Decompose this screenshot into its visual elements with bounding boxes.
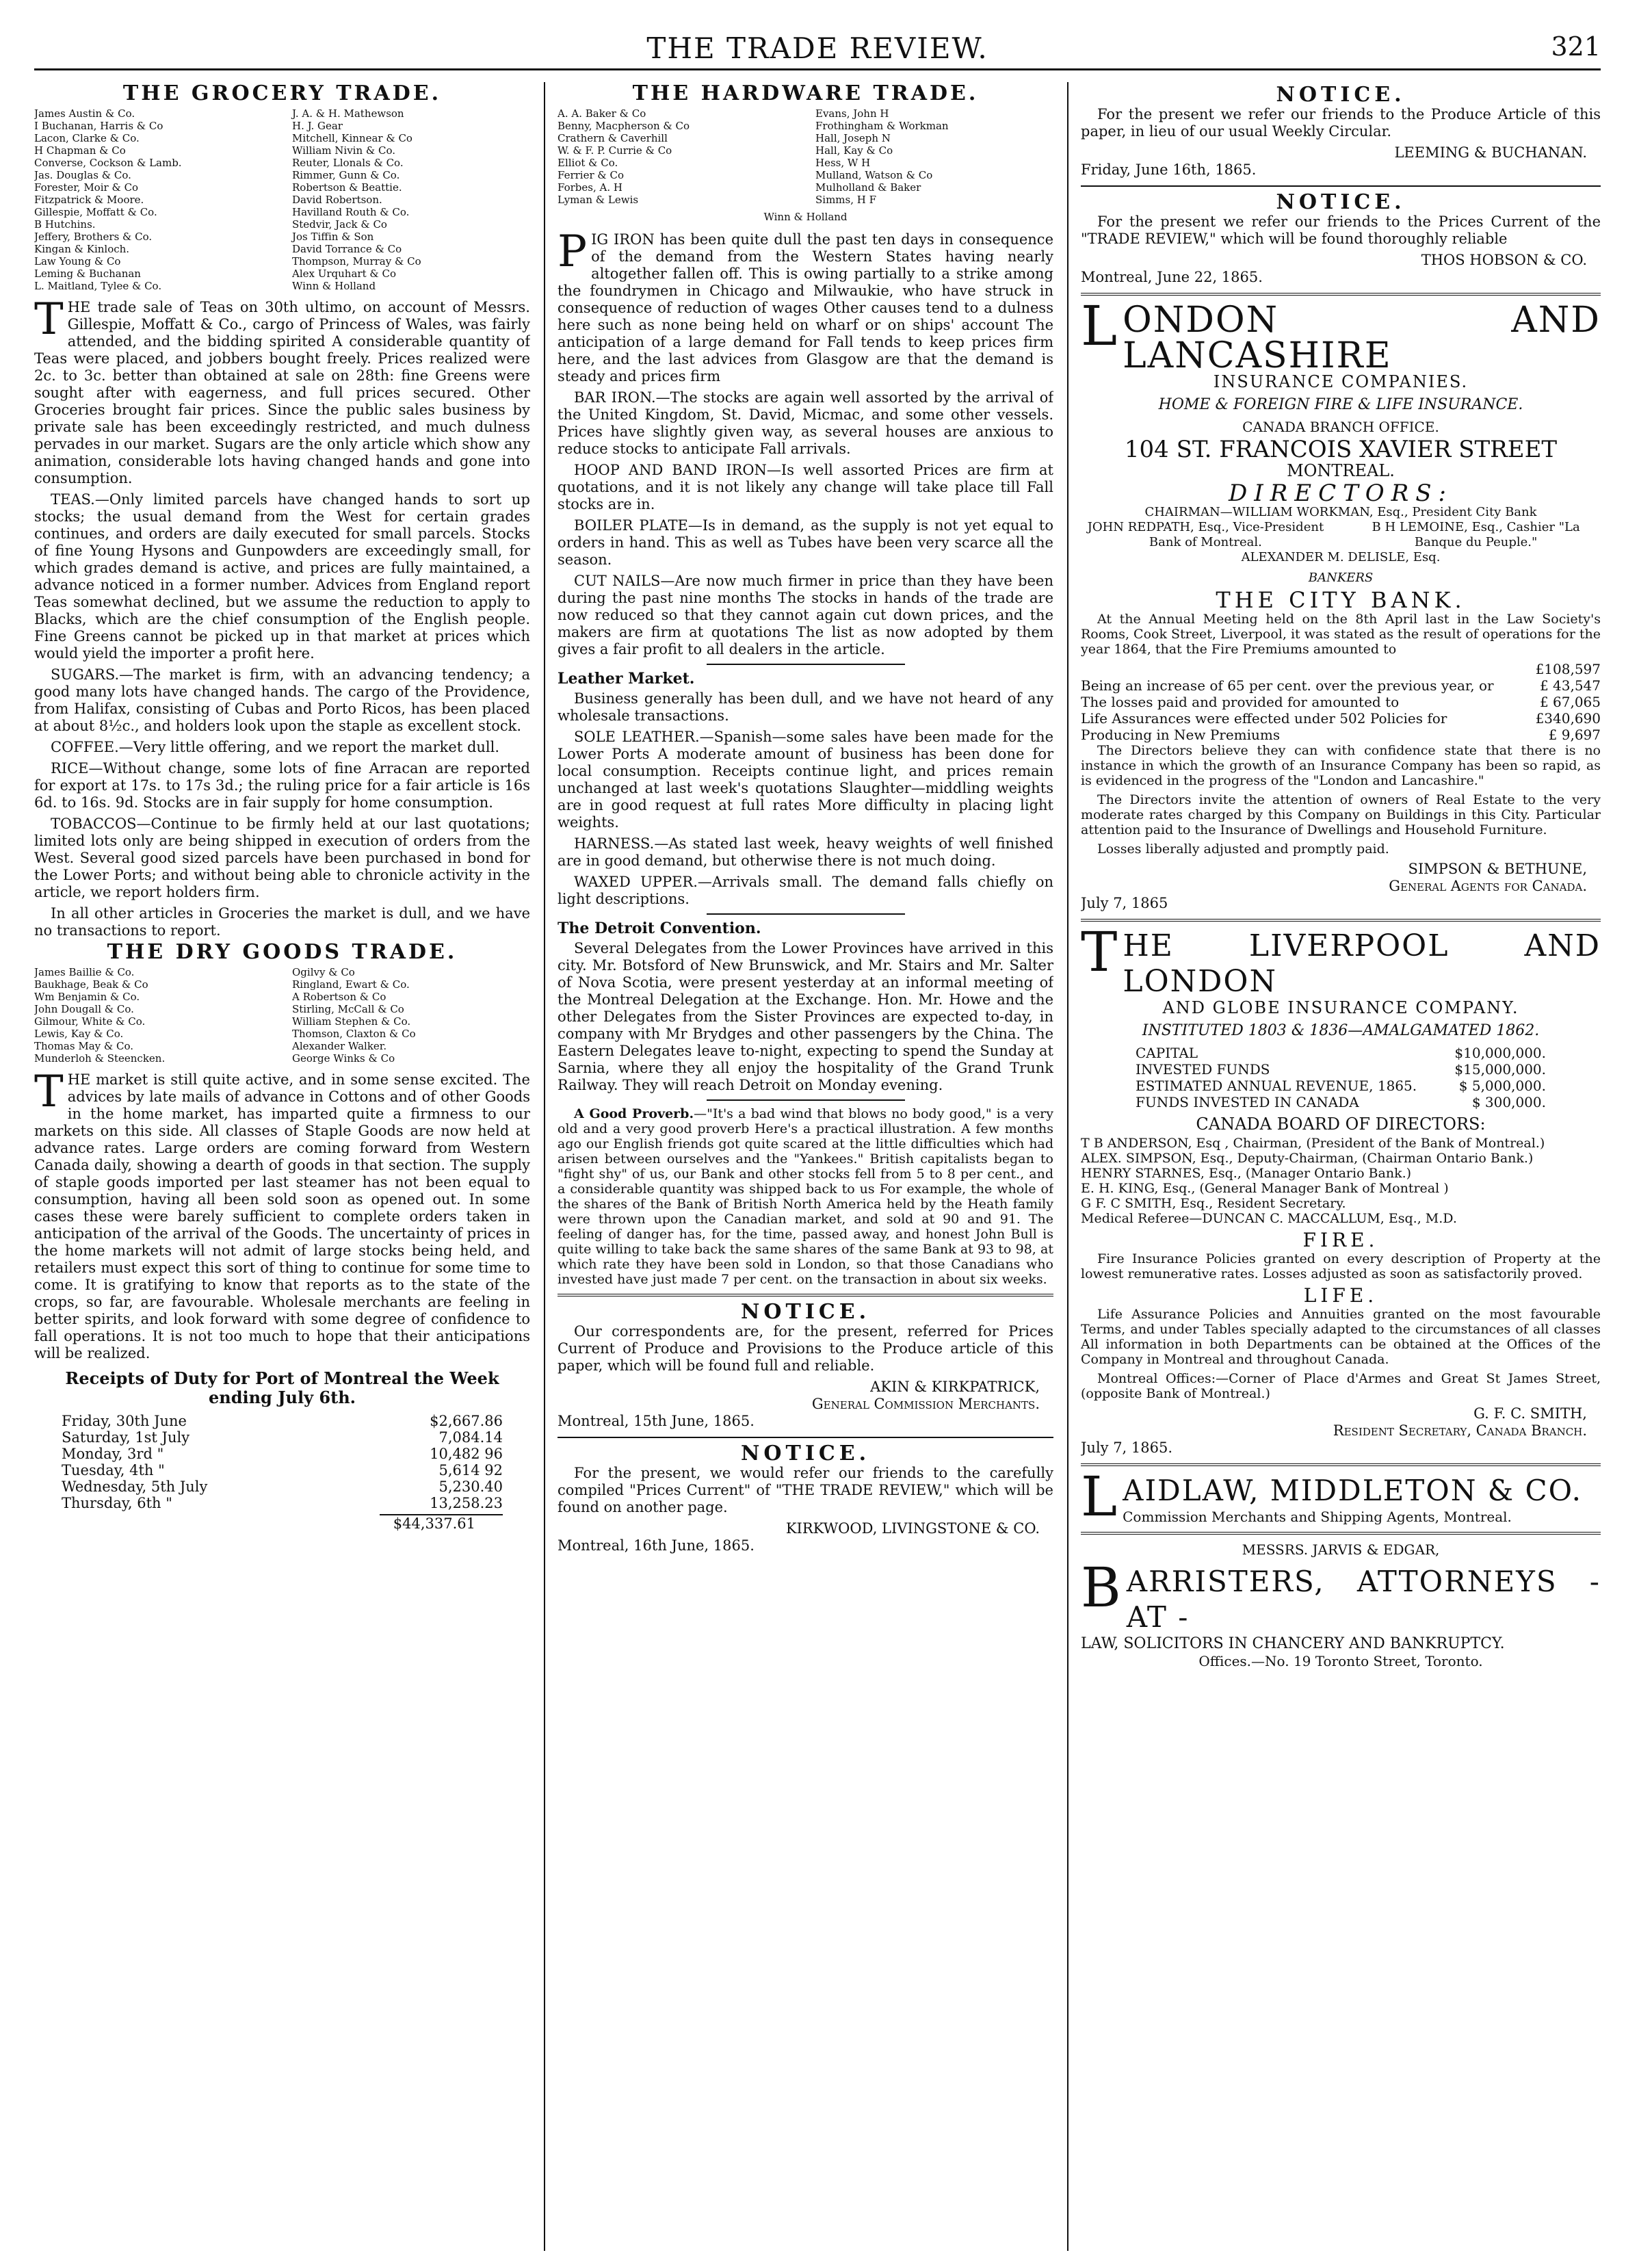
figure-row [1081,661,1601,677]
ad-date: July 7, 1865. [1081,1439,1173,1456]
directors-row: JOHN REDPATH, Esq., Vice-President Bank of Montreal. B H LEMOINE, Esq., Cashier "La Banque du Peuple." [1087,520,1580,549]
leather-paragraph: WAXED UPPER.—Arrivals small. The demand falls chiefly on light descriptions. [558,874,1053,907]
firm-name: Fitzpatrick & Moore. [34,194,144,206]
drygoods-firms-left [34,966,272,1065]
hardware-firms-left [558,107,796,206]
london-lancashire-paragraph: At the Annual Meeting held on the 8th April last in the Law Society's Rooms, Cook Street, Liverpool, it was stated as the result of operations for the year 1864, that the Fire Premiums amounted to [1081,612,1601,657]
figure-value: £ 67,065 [1539,694,1601,710]
grocery-paragraph: COFFEE.—Very little offering, and we report the market dull. [51,739,500,755]
hardware-paragraph: HOOP AND BAND IRON—Is well assorted Prices are firm at quotations, and it is not likely any change will take place till Fall stocks are in. [558,462,1053,512]
figure-value: £ 43,547 [1539,677,1601,694]
hardware-paragraph: BAR IRON.—The stocks are again well assorted by the arrival of the United Kingdom, St. David, Micmac, and some other vessels. Prices have slightly given way, as several houses are anxious to reduce stocks to anticipate Fall arrivals. [558,389,1053,457]
firm-name: David Torrance & Co [292,243,402,255]
firm-name: Alex Urquhart & Co [292,268,397,280]
divider [707,664,905,665]
firm-name: Wm Benjamin & Co. [34,991,140,1003]
fire-heading: FIRE. [1302,1229,1379,1251]
offices-text: Montreal Offices:—Corner of Place d'Armes and Great St James Street, (opposite Bank of Montreal.) [1081,1371,1601,1401]
life-text: Life Assurance Policies and Annuities granted on the most favourable Terms, and under Tables specially adapted to the circumstances of all classes All information in both Departments can be obtained at the Offices of the Company in Montreal and throughout Canada. [1081,1307,1601,1367]
notice-date: Montreal, 15th June, 1865. [558,1413,755,1429]
receipts-day: Tuesday, 4th " [62,1462,165,1478]
firm-name: Stirling, McCall & Co [292,1003,404,1015]
firm-name: Mulland, Watson & Co [815,169,933,181]
agent-signature: SIMPSON & BETHUNE, [1408,861,1587,877]
receipts-row [34,1495,530,1511]
hardware-firms-right [815,107,1053,206]
receipts-table [34,1369,530,1533]
receipts-title: Receipts of Duty for Port of Montreal the Week ending July 6th. [65,1368,499,1407]
board-member: HENRY STARNES, Esq., (Manager Ontario Bank.) [1081,1166,1412,1181]
board-member: Medical Referee—DUNCAN C. MACCALLUM, Esq., M.D. [1081,1211,1457,1226]
figure-label: Producing in New Premiums [1081,727,1281,743]
divider [1081,293,1601,296]
firm-name: Kingan & Kinloch. [34,243,130,255]
firm-name: H Chapman & Co [34,144,126,157]
figure-value: £108,597 [1535,661,1601,677]
drygoods-heading: THE DRY GOODS TRADE. [107,940,458,964]
page-number: 321 [1551,31,1601,62]
receipts-amount: 10,482 96 [430,1446,503,1462]
firm-name: James Austin & Co. [34,107,135,120]
firm-name: William Nivin & Co. [292,144,396,157]
receipts-day: Monday, 3rd " [62,1446,164,1462]
grocery-paragraph: RICE—Without change, some lots of fine Arracan are reported for export at 17s. to 17s 3d.; the ruling price for a fair article is 16s 6d. to 16s. 9d. Stocks are in fair supply for home consumption. [34,760,530,811]
firm-name: Ringland, Ewart & Co. [292,978,410,991]
drop-cap: P [558,226,588,277]
hardware-firm-footer: Winn & Holland [763,211,848,223]
firm-name: Lewis, Kay & Co. [34,1028,124,1040]
firm-name: B Hutchins. [34,218,96,231]
fire-text: Fire Insurance Policies granted on every description of Property at the lowest remunerative rates. Losses adjusted as soon as satisfactorily proved. [1081,1251,1601,1281]
leather-paragraph: HARNESS.—As stated last week, heavy weights of well finished are in good demand, but otherwise there is not much doing. [558,835,1053,869]
firm-name: Thomas May & Co. [34,1040,134,1052]
receipts-row [34,1478,530,1495]
firm-name: Ogilvy & Co [292,966,355,978]
divider [1081,1532,1601,1535]
firm-name: William Stephen & Co. [292,1015,411,1028]
firm-name: Hall, Kay & Co [815,144,893,157]
liverpool-figures [1081,1045,1601,1110]
firm-name: Alexander Walker. [292,1040,387,1052]
proverb-paragraph: A Good Proverb.—"It's a bad wind that blows no body good," is a very old and a very good proverb Here's a practical illustration. A few months ago our English friends got quite scared at the little difficulties which had arisen between ourselves and the "Yankees." British capitalists began to "fight shy" of us, our Bank and other stocks fell from 5 to 8 per cent., and a considerable quantity was shipped back to us For example, the whole of the shares of the Bank of British North America held by the Heath family were thrown upon the Canadian market, and sold at 90 and 91. The feeling of danger has, for the time, passed away, and honest John Bull is quite willing to take back the same shares of the same Bank at 93 to 98, at which rate they have been sold in London, so that those Canadians who invested have just made 7 per cent. on the transaction in about six weeks. [558,1106,1053,1287]
firm-name: A Robertson & Co [292,991,386,1003]
firm-name: Frothingham & Workman [815,120,949,132]
firm-name: Baukhage, Beak & Co [34,978,148,991]
figure-value: $ 300,000. [1471,1094,1546,1110]
jarvis-text: LAW, SOLICITORS IN CHANCERY AND BANKRUPTCY. [1081,1635,1505,1652]
firm-name: Gilmour, White & Co. [34,1015,146,1028]
notice-title: NOTICE. [1276,83,1406,107]
firm-name: Mitchell, Kinnear & Co [292,132,412,144]
notice-signature: THOS HOBSON & CO. [1421,252,1587,268]
firm-name: John Dougall & Co. [34,1003,134,1015]
divider [558,1437,1053,1438]
firm-name: H. J. Gear [292,120,343,132]
receipts-row [34,1462,530,1478]
divider [1081,185,1601,187]
notice-text: For the present, we would refer our friends to the carefully compiled "Prices Current" of "THE TRADE REVIEW," which will be found on another page. [558,1465,1053,1515]
detroit-heading: The Detroit Convention. [558,920,761,937]
life-heading: LIFE. [1303,1284,1378,1307]
board-member: T B ANDERSON, Esq , Chairman, (President of the Bank of Montreal.) [1081,1136,1545,1151]
notice-text: For the present we refer our friends to the Produce Article of this paper, in lieu of our usual Weekly Circular. [1081,106,1601,140]
figure-row [1136,1045,1546,1061]
hardware-firm-list [558,107,1053,206]
firm-name: Stedvir, Jack & Co [292,218,387,231]
divider [707,913,905,915]
receipts-row [34,1413,530,1429]
firm-name: Thompson, Murray & Co [292,255,421,268]
receipts-amount: 13,258.23 [430,1495,503,1511]
directors-heading: DIRECTORS: [1228,480,1454,507]
jarvis-offices: Offices.—No. 19 Toronto Street, Toronto. [1198,1653,1483,1669]
figure-row [1081,727,1601,743]
firm-name: Crathern & Caverhill [558,132,668,144]
grocery-firms-left [34,107,272,292]
drygoods-firm-list [34,966,530,1065]
figure-row [1136,1061,1546,1078]
figure-row [1081,710,1601,727]
leather-paragraph: SOLE LEATHER.—Spanish—some sales have been made for the Lower Ports A moderate amount of business has been done for local consumption. Receipts continue light, and prices remain unchanged at last week's quotations Slaughter—middling weights are in good request at full rates More difficulty in placing light weights. [558,729,1053,831]
notice-signature: KIRKWOOD, LIVINGSTONE & CO. [785,1520,1040,1537]
firm-name: Elliot & Co. [558,157,618,169]
drop-cap: T [34,294,64,345]
firm-name: David Robertson. [292,194,382,206]
board-heading: CANADA BOARD OF DIRECTORS: [1196,1115,1486,1134]
liverpool-london-title: THE LIVERPOOL AND LONDON [1081,920,1601,999]
grocery-firms-right [292,107,530,292]
masthead-title: THE TRADE REVIEW. [646,31,988,65]
board-list [1081,1136,1601,1226]
firm-name: Robertson & Beattie. [292,181,402,194]
firm-name: J. A. & H. Mathewson [292,107,404,120]
grocery-paragraph: In all other articles in Groceries the market is dull, and we have no transactions to report. [34,905,530,939]
chairman-line: CHAIRMAN—WILLIAM WORKMAN, Esq., President City Bank [1144,505,1537,519]
laidlaw-title: LAIDLAW, MIDDLETON & CO. [1081,1465,1583,1528]
firm-name: George Winks & Co [292,1052,395,1065]
agent-signature-role: General Agents for Canada. [1389,878,1587,894]
london-lancashire-subtitle: INSURANCE COMPANIES. [1213,372,1469,391]
firm-name: Converse, Cockson & Lamb. [34,157,182,169]
grocery-paragraph: TOBACCOS—Continue to be firmly held at our last quotations; limited lots only are being shipped in execution of orders from the West. Several good sized parcels have been purchased in bond for the Lower Ports; and without being able to chronicle activity in the article, we report holders firm. [34,816,530,900]
drygoods-firms-right [292,966,530,1065]
leather-paragraph: Business generally has been dull, and we have not heard of any wholesale transactions. [558,690,1053,724]
firm-name: Rimmer, Gunn & Co. [292,169,400,181]
firm-name: Hess, W H [815,157,871,169]
bank-name: THE CITY BANK. [1216,587,1466,613]
masthead [34,27,1601,70]
figure-value: $15,000,000. [1454,1061,1546,1078]
branch-office: CANADA BRANCH OFFICE. [1242,419,1439,435]
receipts-day: Wednesday, 5th July [62,1478,208,1495]
firm-name: Evans, John H [815,107,889,120]
london-lancashire-paragraph: The Directors believe they can with confidence state that there is no instance in which the growth of an Insurance Company has been so rapid, as is evidenced in the progress of the "London and Lancashire." [1081,743,1601,788]
notice-title: NOTICE. [1276,190,1406,214]
hardware-paragraph: CUT NAILS—Are now much firmer in price than they have been during the past nine months The stocks in hands of the trade are now reduced so that they cannot again cut down prices, and the makers are firm at quotations The list as now adopted by them gives a fair profit to all dealers in the article. [558,573,1053,657]
firm-name: Lacon, Clarke & Co. [34,132,140,144]
hardware-paragraph: PIG IRON has been quite dull the past ten days in consequence of the demand from the Western States having nearly altogether fallen off. This is owing partially to a strike among the foundrymen in Chicago and Milwaukie, who have struck in consequence of reduction of wages Other causes tend to a dulness here such as none being held on wharf or on ships' account The anticipation of a large demand for Fall tends to keep prices firm here, and the last advices from Glasgow are that the demand is steady and prices firm [558,226,1053,384]
column-3 [1081,82,1601,2251]
figure-label: FUNDS INVESTED IN CANADA [1136,1094,1359,1110]
receipts-amount: $2,667.86 [430,1413,503,1429]
figure-label: CAPITAL [1136,1045,1198,1061]
board-member: E. H. KING, Esq., (General Manager Bank of Montreal ) [1081,1181,1449,1196]
detroit-paragraph: Several Delegates from the Lower Provinces have arrived in this city. Mr. Botsford of New Brunswick, and Mr. Stairs and Mr. Salter of Nova Scotia, were present yesterday at an informal meeting of the Montreal Delegation at the Exchange. Hon. Mr. Howe and the other Delegates from the Sister Provinces are expected to-day, in company with Mr Brydges and other passengers by the China. The Eastern Delegates leave to-night, expecting to spend the Sunday at Sarnia, where they all enjoy the hospitality of the Grand Trunk Railway. They will reach Detroit on Monday evening. [558,940,1053,1093]
secretary-signature: G. F. C. SMITH, [1473,1405,1587,1422]
figure-row [1081,677,1601,694]
london-lancashire-paragraph: Losses liberally adjusted and promptly paid. [1097,842,1389,857]
firm-name: A. A. Baker & Co [558,107,646,120]
notice-title: NOTICE. [740,1442,871,1465]
divider [1081,919,1601,922]
figure-row [1136,1094,1546,1110]
firm-name: Ferrier & Co [558,169,625,181]
receipts-row [34,1446,530,1462]
instituted-line: INSTITUTED 1803 & 1836—AMALGAMATED 1862. [1142,1022,1540,1039]
bankers-label: BANKERS [1308,571,1374,585]
figure-value: $ 5,000,000. [1458,1078,1546,1094]
london-lancashire-figures [1081,661,1601,743]
firm-name: Jeffery, Brothers & Co. [34,231,153,243]
firm-name: Mulholland & Baker [815,181,921,194]
branch-city: MONTREAL. [1287,461,1395,480]
firm-name: L. Maitland, Tylee & Co. [34,280,162,292]
divider [1081,1463,1601,1466]
firm-name: Benny, Macpherson & Co [558,120,690,132]
firm-name: Thomson, Claxton & Co [292,1028,416,1040]
grocery-paragraph: TEAS.—Only limited parcels have changed hands to sort up stocks; the usual demand from the West for certain grades continues, and orders are daily executed for small parcels. Stocks of fine Young Hysons and Gunpowders are exceedingly small, for which grades demand is active, and prices are fully maintained, a advance noticed in a former number. Advices from England report Teas somewhat declined, but we assume the reduction to apply to Blacks, which are the chief consumption of the English people. Fine Greens cannot be picked up in that market at prices which would yield the importer a profit here. [34,491,530,662]
receipts-day: Thursday, 6th " [62,1495,172,1511]
firm-name: Forbes, A. H [558,181,622,194]
notice-date: Montreal, June 22, 1865. [1081,269,1263,285]
jarvis-line: MESSRS. JARVIS & EDGAR, [1242,1541,1440,1558]
firm-name: Jos Tiffin & Son [292,231,374,243]
figure-label: The losses paid and provided for amounted to [1081,694,1400,710]
jarvis-title: BARRISTERS, ATTORNEYS - AT - [1081,1556,1601,1634]
branch-address: 104 ST. FRANCOIS XAVIER STREET [1124,436,1558,463]
firm-name: Hall, Joseph N [815,132,891,144]
figure-value: £340,690 [1535,710,1601,727]
notice-date: Friday, June 16th, 1865. [1081,161,1257,178]
receipts-amount: 7,084.14 [438,1429,503,1446]
grocery-heading: THE GROCERY TRADE. [122,82,442,105]
figure-value: £ 9,697 [1548,727,1601,743]
secretary-role: Resident Secretary, Canada Branch. [1333,1422,1587,1439]
divider [558,1294,1053,1296]
figure-row [1136,1078,1546,1094]
firm-name: Havilland Routh & Co. [292,206,410,218]
notice-signature: LEEMING & BUCHANAN. [1394,144,1587,161]
liverpool-london-subtitle: AND GLOBE INSURANCE COMPANY. [1162,998,1519,1017]
notice-title: NOTICE. [740,1300,871,1324]
board-member: G F. C SMITH, Esq., Resident Secretary. [1081,1196,1346,1211]
hardware-paragraph: BOILER PLATE—Is in demand, as the supply is not yet equal to orders in hand. This as well as Tubes have been very scarce all the season. [558,517,1053,568]
notice-signature-role: General Commission Merchants. [811,1396,1040,1412]
notice-date: Montreal, 16th June, 1865. [558,1537,755,1554]
divider [707,1099,905,1101]
grocery-paragraph: THE trade sale of Teas on 30th ultimo, on account of Messrs. Gillespie, Moffatt & Co., cargo of Princess of Wales, was fairly attended, and the bidding spirited A considerable quantity of Teas were placed, and jobbers bought freely. Prices realized were 2c. to 3c. better than obtained at sale on 28th: fine Greens were sought after with eagerness, and full prices secured. Other Groceries brought fair prices. Since the public sales business by private sale has been exceedingly restricted, and much dulness pervades in our market. Sugars are the only article which show any animation, considerable lots having changed hands and gone into consumption. [34,294,530,486]
firm-name: James Baillie & Co. [34,966,135,978]
notice-signature: AKIN & KIRKPATRICK, [870,1379,1040,1395]
figure-row [1081,694,1601,710]
column-1 [34,82,530,2251]
figure-value: $10,000,000. [1454,1045,1546,1061]
hardware-heading: THE HARDWARE TRADE. [632,82,979,105]
receipts-amount: 5,614 92 [438,1462,503,1478]
figure-label: Being an increase of 65 per cent. over the previous year, or [1081,677,1494,694]
drygoods-paragraph: THE market is still quite active, and in some sense excited. The advices by late mails of advance in Cottons and of other Goods in the home market, has imparted quite a firmness to our markets on this side. All classes of Staple Goods are now held at advance rates. Large orders are coming forward from Western Canada daily, showing a dearth of goods in that section. The supply of staple goods imported per last steamer has not been equal to consumption, having all been sold soon as opened out. In some cases these were barely sufficient to complete orders taken in anticipation of the arrival of the Goods. The uncertainty of prices in the home markets will not admit of large stocks being held, and retailers must expect this sort of thing to continue for some time to come. It is gratifying to know that reports as to the state of the crops, so far, are favourable. Wholesale merchants are feeling in better spirits, and look forward with some degree of confidence to fall operations. It is not too much to hope that their anticipations will be realized. [34,1067,530,1361]
column-2 [558,82,1053,2251]
firm-name: Simms, H F [815,194,877,206]
firm-name: Jas. Douglas & Co. [34,169,131,181]
drop-cap: T [34,1067,64,1117]
london-lancashire-title: LONDON AND LANCASHIRE [1081,294,1601,376]
notice-text: Our correspondents are, for the present, referred for Prices Current of Produce and Provisions to the Produce article of this paper, which will be found full and reliable. [558,1323,1053,1374]
firm-name: Law Young & Co [34,255,121,268]
london-lancashire-tagline: HOME & FOREIGN FIRE & LIFE INSURANCE. [1158,396,1523,413]
firm-name: Lyman & Lewis [558,194,639,206]
firm-name: Leming & Buchanan [34,268,141,280]
firm-name: I Buchanan, Harris & Co [34,120,163,132]
firm-name: Winn & Holland [292,280,376,292]
firm-name: Reuter, Llonals & Co. [292,157,404,169]
receipts-day: Saturday, 1st July [62,1429,190,1446]
newspaper-page [34,27,1601,2251]
ad-date: July 7, 1865 [1081,895,1168,911]
grocery-paragraph: SUGARS.—The market is firm, with an advancing tendency; a good many lots have changed hands. The cargo of the Providence, from Halifax, consisting of Cubas and Porto Ricos, has been placed at about 8½c., and holders look upon the staple as excellent stock. [34,666,530,734]
figure-label: INVESTED FUNDS [1136,1061,1270,1078]
london-lancashire-paragraph: The Directors invite the attention of owners of Real Estate to the very moderate rates charged by this Company on Buildings in this City. Particular attention paid to the Insurance of Dwellings and Household Furniture. [1081,792,1601,837]
receipts-day: Friday, 30th June [62,1413,187,1429]
firm-name: Forester, Moir & Co [34,181,139,194]
grocery-firm-list [34,107,530,292]
director-line: ALEXANDER M. DELISLE, Esq. [1241,550,1441,564]
figure-label: ESTIMATED ANNUAL REVENUE, 1865. [1136,1078,1417,1094]
board-member: ALEX. SIMPSON, Esq., Deputy-Chairman, (Chairman Ontario Bank.) [1081,1151,1534,1166]
figure-label: Life Assurances were effected under 502 Policies for [1081,710,1447,727]
receipts-total: $44,337.61 [380,1514,503,1533]
receipts-row [34,1429,530,1446]
firm-name: W. & F. P. Currie & Co [558,144,672,157]
firm-name: Gillespie, Moffatt & Co. [34,206,157,218]
firm-name: Munderloh & Steencken. [34,1052,166,1065]
notice-text: For the present we refer our friends to the Prices Current of the "TRADE REVIEW," which will be found thoroughly reliable [1081,213,1601,247]
receipts-amount: 5,230.40 [438,1478,503,1495]
leather-heading: Leather Market. [558,670,695,688]
laidlaw-text: Commission Merchants and Shipping Agents, Montreal. [1123,1509,1512,1525]
